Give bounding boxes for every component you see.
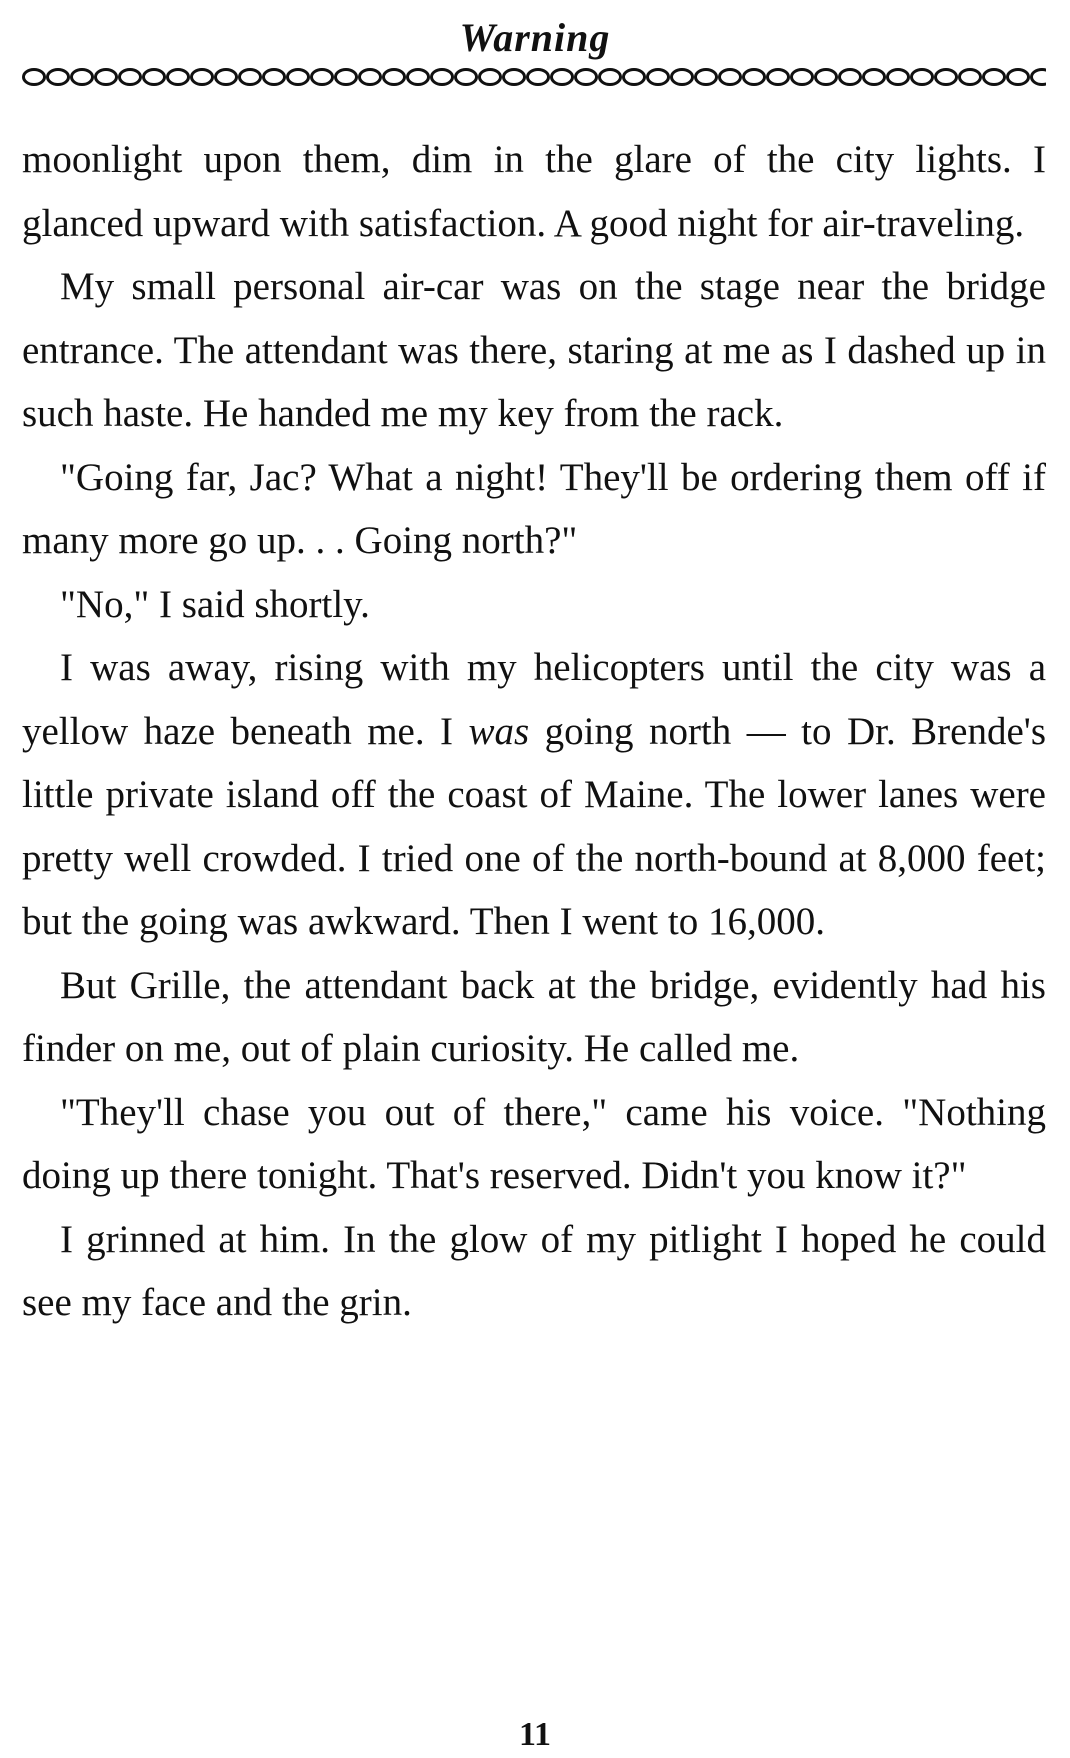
paragraph: My small personal air-car was on the stage near the bridge entrance. The attendant was there, staring at me as I dashed up in such haste. He handed me my key from the rack.	[22, 265, 1046, 435]
emphasized-word: was	[468, 709, 530, 753]
paragraph	[22, 636, 1046, 954]
paragraph: I grinned at him. In the glow of my pitlight I hoped he could see my face and the grin.	[22, 1217, 1046, 1324]
running-header	[0, 14, 1070, 62]
page-number: 11	[518, 1716, 552, 1753]
paragraph-text: going north — to Dr. Brende's little private island off the coast of Maine. The lower lanes were pretty well crowded. I tried one of the north-bound at 8,000 feet; but the going was awkward. Then I went to 16,000.	[22, 709, 1046, 943]
paragraph: "They'll chase you out of there," came his voice. "Nothing doing up there tonight. That's reserved. Didn't you know it?"	[22, 1090, 1046, 1197]
paragraph-text: I was away, rising with my helicopters until the city was a yellow haze beneath me. I	[22, 646, 1046, 753]
paragraph: "Going far, Jac? What a night! They'll be ordering them off if many more go up. . . Going north?"	[22, 455, 1046, 562]
running-title: Warning	[459, 15, 611, 60]
paragraph: moonlight upon them, dim in the glare of the city lights. I glanced upward with satisfaction. A good night for air-traveling.	[22, 138, 1046, 245]
decorative-chain-rule	[22, 66, 1046, 88]
body-text	[22, 128, 1046, 1335]
paragraph: But Grille, the attendant back at the bridge, evidently had his finder on me, out of plain curiosity. He called me.	[22, 963, 1046, 1070]
paragraph: "No," I said shortly.	[60, 582, 370, 626]
